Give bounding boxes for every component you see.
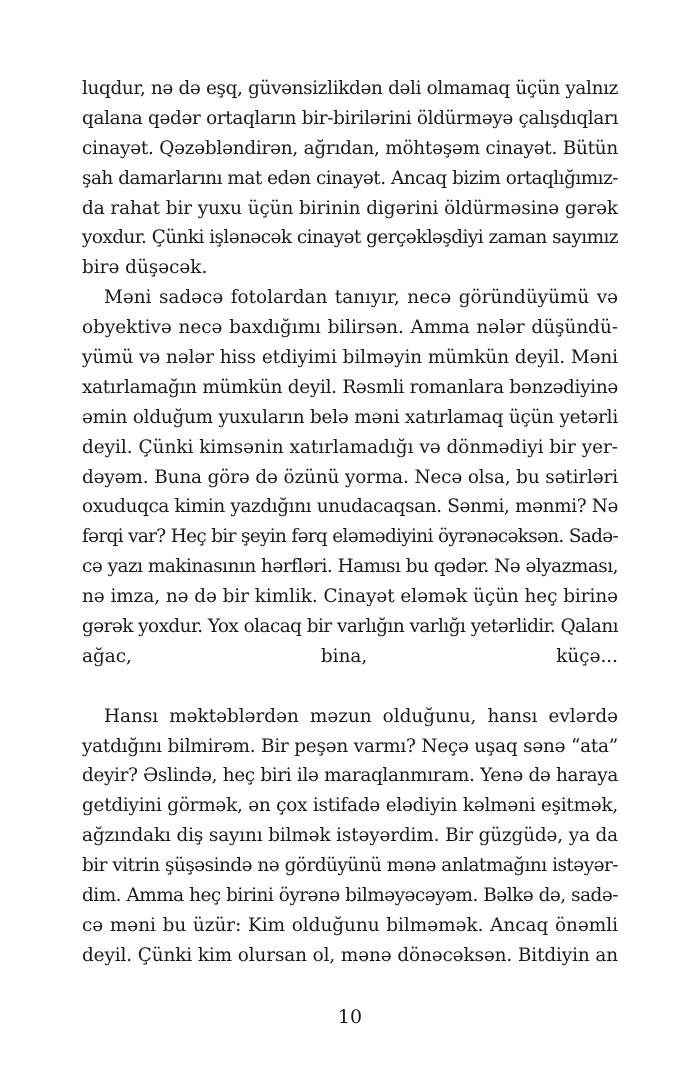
text-line: oxuduqca kimin yazdığını unudacaqsan. Sənmi, mənmi? Nə [82,496,618,518]
text-line: qalana qədər ortaqların bir-birilərini öldürməyə çalışdıqları [82,107,618,129]
text-line: yümü və nələr hiss etdiyimi bilməyin mümkün deyil. Məni [82,347,618,369]
text-line: obyektivə necə baxdığımı bilirsən. Amma nələr düşündü- [82,317,618,339]
text-line: dim. Amma heç birini öyrənə bilməyəcəyəm. Bəlkə də, sadə- [82,885,618,907]
text-line: bir vitrin şüşəsində nə gördüyünü mənə anlatmağını istəyər- [82,855,618,877]
text-line: ağzındakı diş sayını bilmək istəyərdim. Bir güzgüdə, ya da [82,825,618,847]
text-line: cinayət. Qəzəbləndirən, ağrıdan, möhtəşəm cinayət. Bütün [82,137,618,159]
text-line: yoxdur. Çünki işlənəcək cinayət gerçəkləşdiyi zaman sayımız [82,227,618,249]
text-line: şah damarlarını mat edən cinayət. Ancaq bizim ortaqlığımız- [82,167,618,189]
text-line: getdiyini görmək, ən çox istifadə elədiyin kəlməni eşitmək, [82,795,618,817]
text-line: ağac, bina, küçə... [82,645,618,667]
text-line: yatdığını bilmirəm. Bir peşən varmı? Neçə uşaq sənə “ata” [82,735,618,757]
text-line: dəyəm. Buna görə də özünü yorma. Necə olsa, bu sətirləri [82,466,618,488]
text-line: Məni sadəcə fotolardan tanıyır, necə göründüyümü və [104,287,618,309]
text-line: xatırlamağın mümkün deyil. Rəsmli romanlara bənzədiyinə [82,376,618,398]
text-line: da rahat bir yuxu üçün birinin digərini öldürməsinə gərək [82,197,618,219]
text-line: birə düşəcək. [82,257,208,279]
text-line: cə məni bu üzür: Kim olduğunu bilməmək. Ancaq önəmli [82,914,618,936]
page-number: 10 [337,1006,363,1028]
text-line: deyil. Çünki kim olursan ol, mənə dönəcəksən. Bitdiyin an [82,944,618,966]
text-line: Hansı məktəblərdən məzun olduğunu, hansı evlərdə [104,705,618,727]
text-line: deyil. Çünki kimsənin xatırlamadığı və dönmədiyi bir yer- [82,436,618,458]
paragraph-3 [82,702,618,971]
text-line [82,672,618,702]
text-line: cə yazı makinasının hərfləri. Hamısı bu qədər. Nə əlyazması, [82,556,618,578]
text-line: luqdur, nə də eşq, güvənsizlikdən dəli olmamaq üçün yalnız [82,78,618,99]
paragraph-2 [82,283,618,701]
paragraph-1 [82,74,618,283]
body-text [82,74,618,971]
text-line: əmin olduğum yuxuların belə məni xatırlamaq üçün yetərli [82,406,618,428]
text-line: fərqi var? Heç bir şeyin fərq eləmədiyini öyrənəcəksən. Sadə- [82,526,618,548]
text-line: nə imza, nə də bir kimlik. Cinayət eləmək üçün heç birinə [82,586,618,608]
text-line: deyir? Əslində, heç biri ilə maraqlanmıram. Yenə də haraya [82,765,618,787]
text-line: gərək yoxdur. Yox olacaq bir varlığın varlığı yetərlidir. Qalanı [82,616,618,638]
